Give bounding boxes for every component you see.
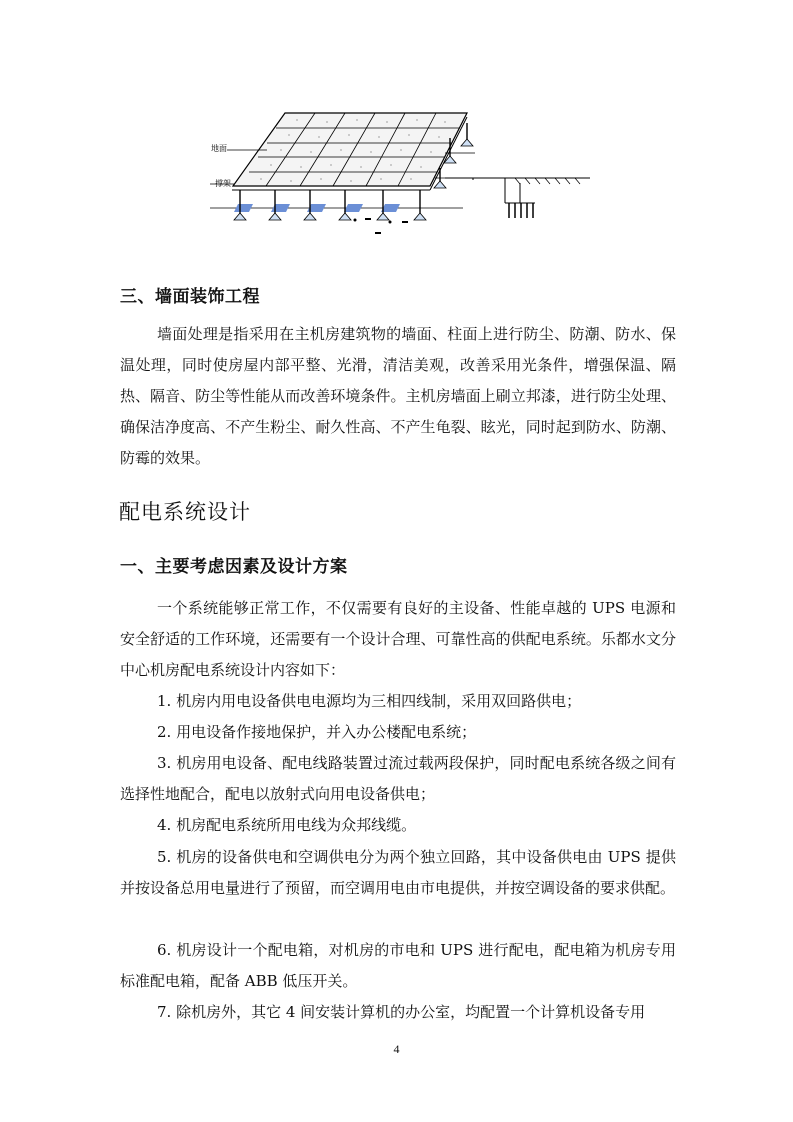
list-item: 5. 机房的设备供电和空调供电分为两个独立回路，其中设备供电由 UPS 提供并按设备总用电量进行了预留，而空调用电由市电提供，并按空调设备的要求供配。 — [120, 848, 676, 897]
list-item: 2. 用电设备作接地保护，并入办公楼配电系统； — [157, 723, 477, 741]
section3-paragraph: 墙面处理是指采用在主机房建筑物的墙面、柱面上进行防尘、防潮、防水、保温处理，同时使房屋内部平整、光滑，清洁美观，改善采用光条件，增强保温、隔热、隔音、防尘等性能从而改善环境条件。主机房墙面上刷立邦漆，进行防尘处理、确保洁净度高、不产生粉尘、耐久性高、不产生龟裂、眩光，同时起到防水、防潮、防霉的效果。 — [120, 325, 676, 467]
section1-heading: 一、主要考虑因素及设计方案 — [120, 557, 348, 577]
floor-label: 地面 — [211, 144, 227, 153]
section3-heading: 三、墙面装饰工程 — [120, 287, 260, 307]
chapter-title: 配电系统设计 — [119, 500, 251, 524]
list-item: 4. 机房配电系统所用电线为众邦线缆。 — [157, 816, 417, 834]
support-label: 撑架 — [215, 179, 231, 188]
list-item: 1. 机房内用电设备供电电源均为三相四线制，采用双回路供电； — [157, 692, 582, 710]
list-item: 7. 除机房外，其它 4 间安装计算机的办公室，均配置一个计算机设备专用 — [157, 1003, 646, 1021]
raised-floor-diagram — [205, 108, 590, 243]
page-number: 4 — [393, 1042, 400, 1056]
list-item: 3. 机房用电设备、配电线路装置过流过载两段保护，同时配电系统各级之间有选择性地配合，配电以放射式向用电设备供电； — [120, 754, 676, 803]
section1-intro: 一个系统能够正常工作，不仅需要有良好的主设备、性能卓越的 UPS 电源和安全舒适的工作环境，还需要有一个设计合理、可靠性高的供配电系统。乐都水文分中心机房配电系统设计内容如下： — [120, 599, 676, 679]
list-item: 6. 机房设计一个配电箱，对机房的市电和 UPS 进行配电，配电箱为机房专用标准配电箱，配备 ABB 低压开关。 — [120, 941, 676, 990]
